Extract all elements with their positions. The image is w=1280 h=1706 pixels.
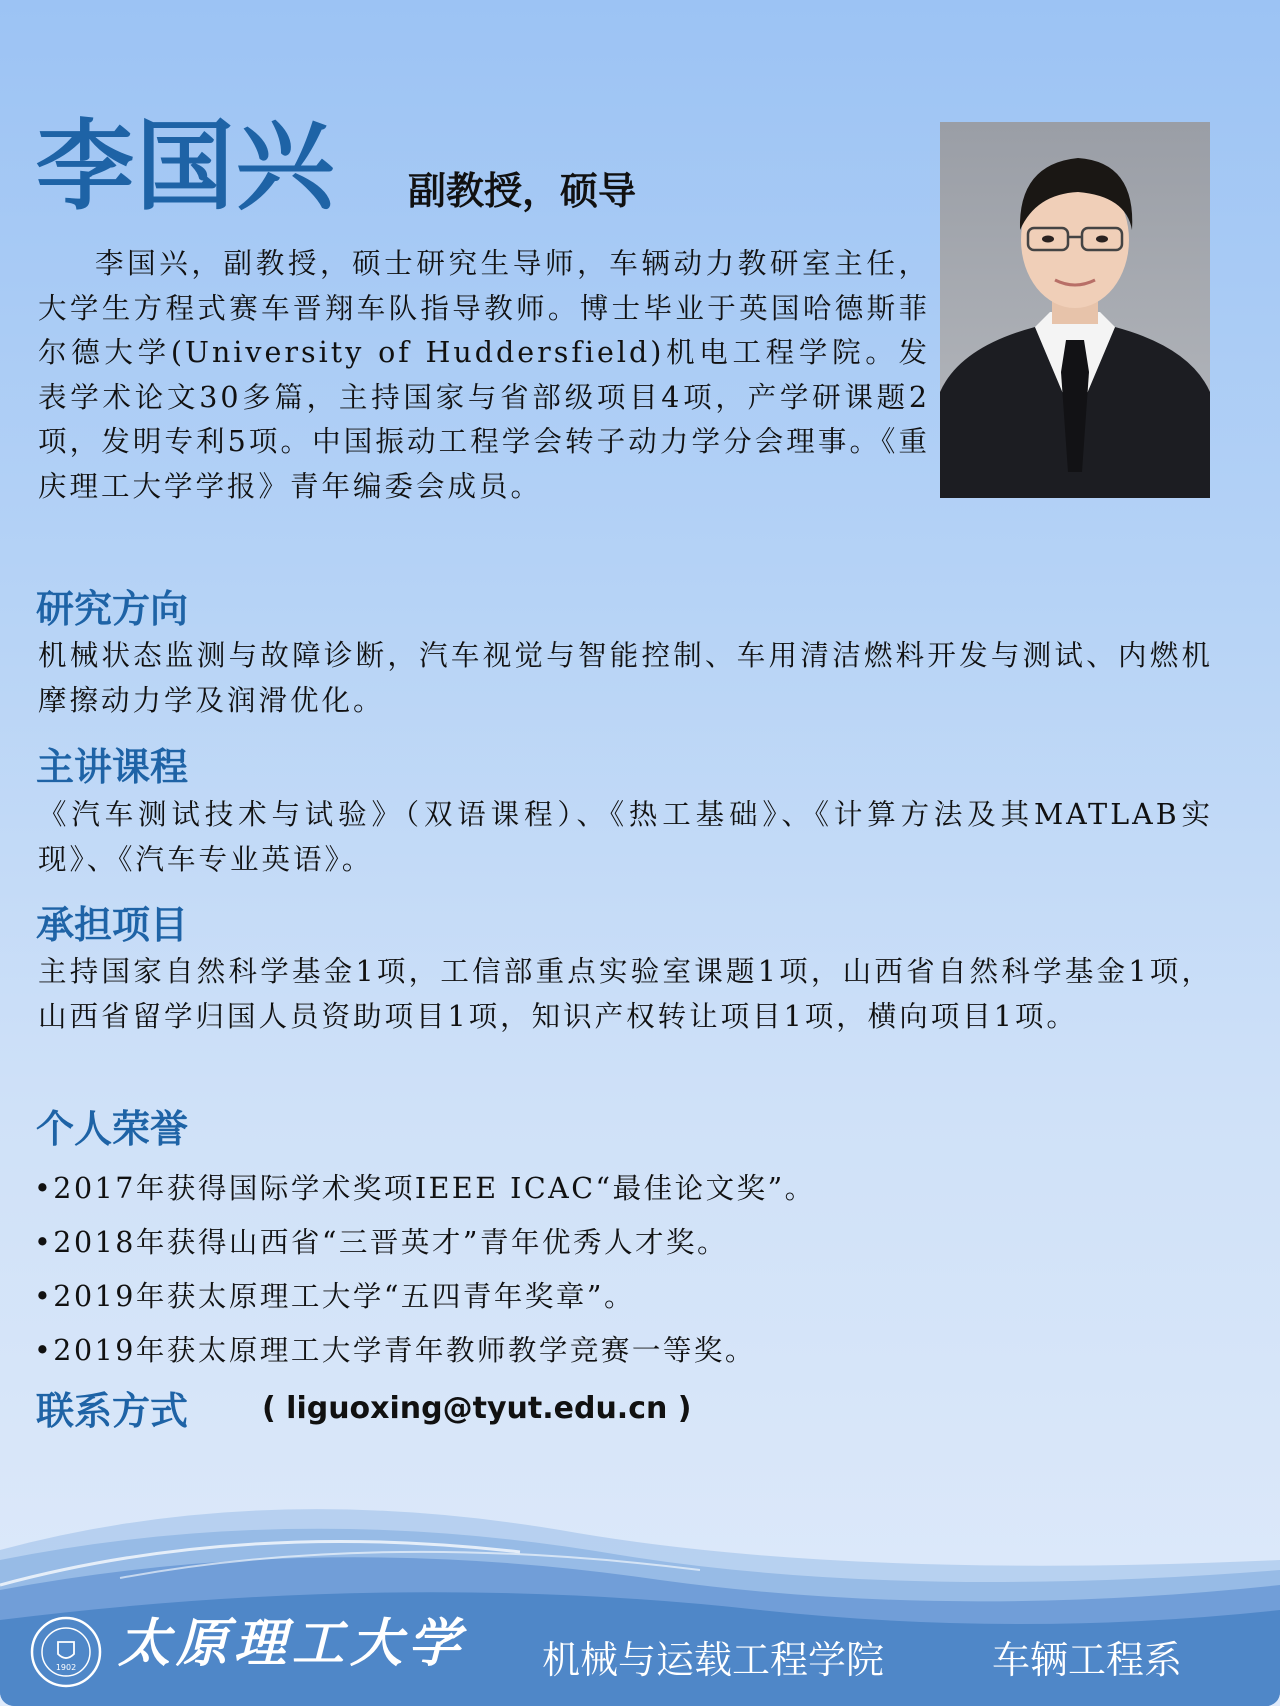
- honor-item: •2019年获太原理工大学青年教师教学竞赛一等奖。: [34, 1334, 756, 1367]
- research-heading: 研究方向: [36, 587, 189, 631]
- projects-heading: 承担项目: [36, 903, 189, 947]
- courses-text: 《汽车测试技术与试验》（双语课程）、《热工基础》、《计算方法及其MATLAB实现》、《汽车专业英语》。: [38, 798, 1213, 876]
- seal-year: 1902: [55, 1663, 77, 1672]
- portrait-icon: [940, 122, 1210, 498]
- portrait-photo: [940, 122, 1210, 498]
- college-name: 机械与运载工程学院: [542, 1638, 885, 1682]
- honors-heading: 个人荣誉: [36, 1107, 189, 1151]
- courses-heading: 主讲课程: [36, 745, 189, 789]
- honors-list: [34, 1162, 816, 1378]
- honor-item: •2019年获太原理工大学“五四青年奖章”。: [34, 1280, 635, 1313]
- person-role: 副教授，硕导: [408, 169, 637, 213]
- department-name: 车辆工程系: [992, 1638, 1183, 1682]
- biography-text: 李国兴，副教授，硕士研究生导师，车辆动力教研室主任，大学生方程式赛车晋翔车队指导教师。博士毕业于英国哈德斯菲尔德大学(University of Huddersfield)机电工程学院。发表学术论文30多篇，主持国家与省部级项目4项，产学研课题2项，发明专利5项。中国振动工程学会转子动力学分会理事。《重庆理工大学学报》青年编委会成员。: [38, 247, 930, 503]
- university-name: 太原理工大学: [118, 1613, 467, 1674]
- university-seal-icon: [30, 1616, 102, 1688]
- honor-item: •2018年获得山西省“三晋英才”青年优秀人才奖。: [34, 1226, 728, 1259]
- contact-heading: 联系方式: [36, 1389, 189, 1433]
- research-text: 机械状态监测与故障诊断，汽车视觉与智能控制、车用清洁燃料开发与测试、内燃机摩擦动力学及润滑优化。: [38, 639, 1213, 717]
- person-name: 李国兴: [36, 110, 337, 224]
- honor-item: •2017年获得国际学术奖项IEEE ICAC“最佳论文奖”。: [34, 1172, 816, 1205]
- projects-text: 主持国家自然科学基金1项，工信部重点实验室课题1项，山西省自然科学基金1项，山西省留学归国人员资助项目1项，知识产权转让项目1项，横向项目1项。: [38, 955, 1213, 1033]
- contact-email[interactable]: ( liguoxing@tyut.edu.cn ): [262, 1391, 692, 1426]
